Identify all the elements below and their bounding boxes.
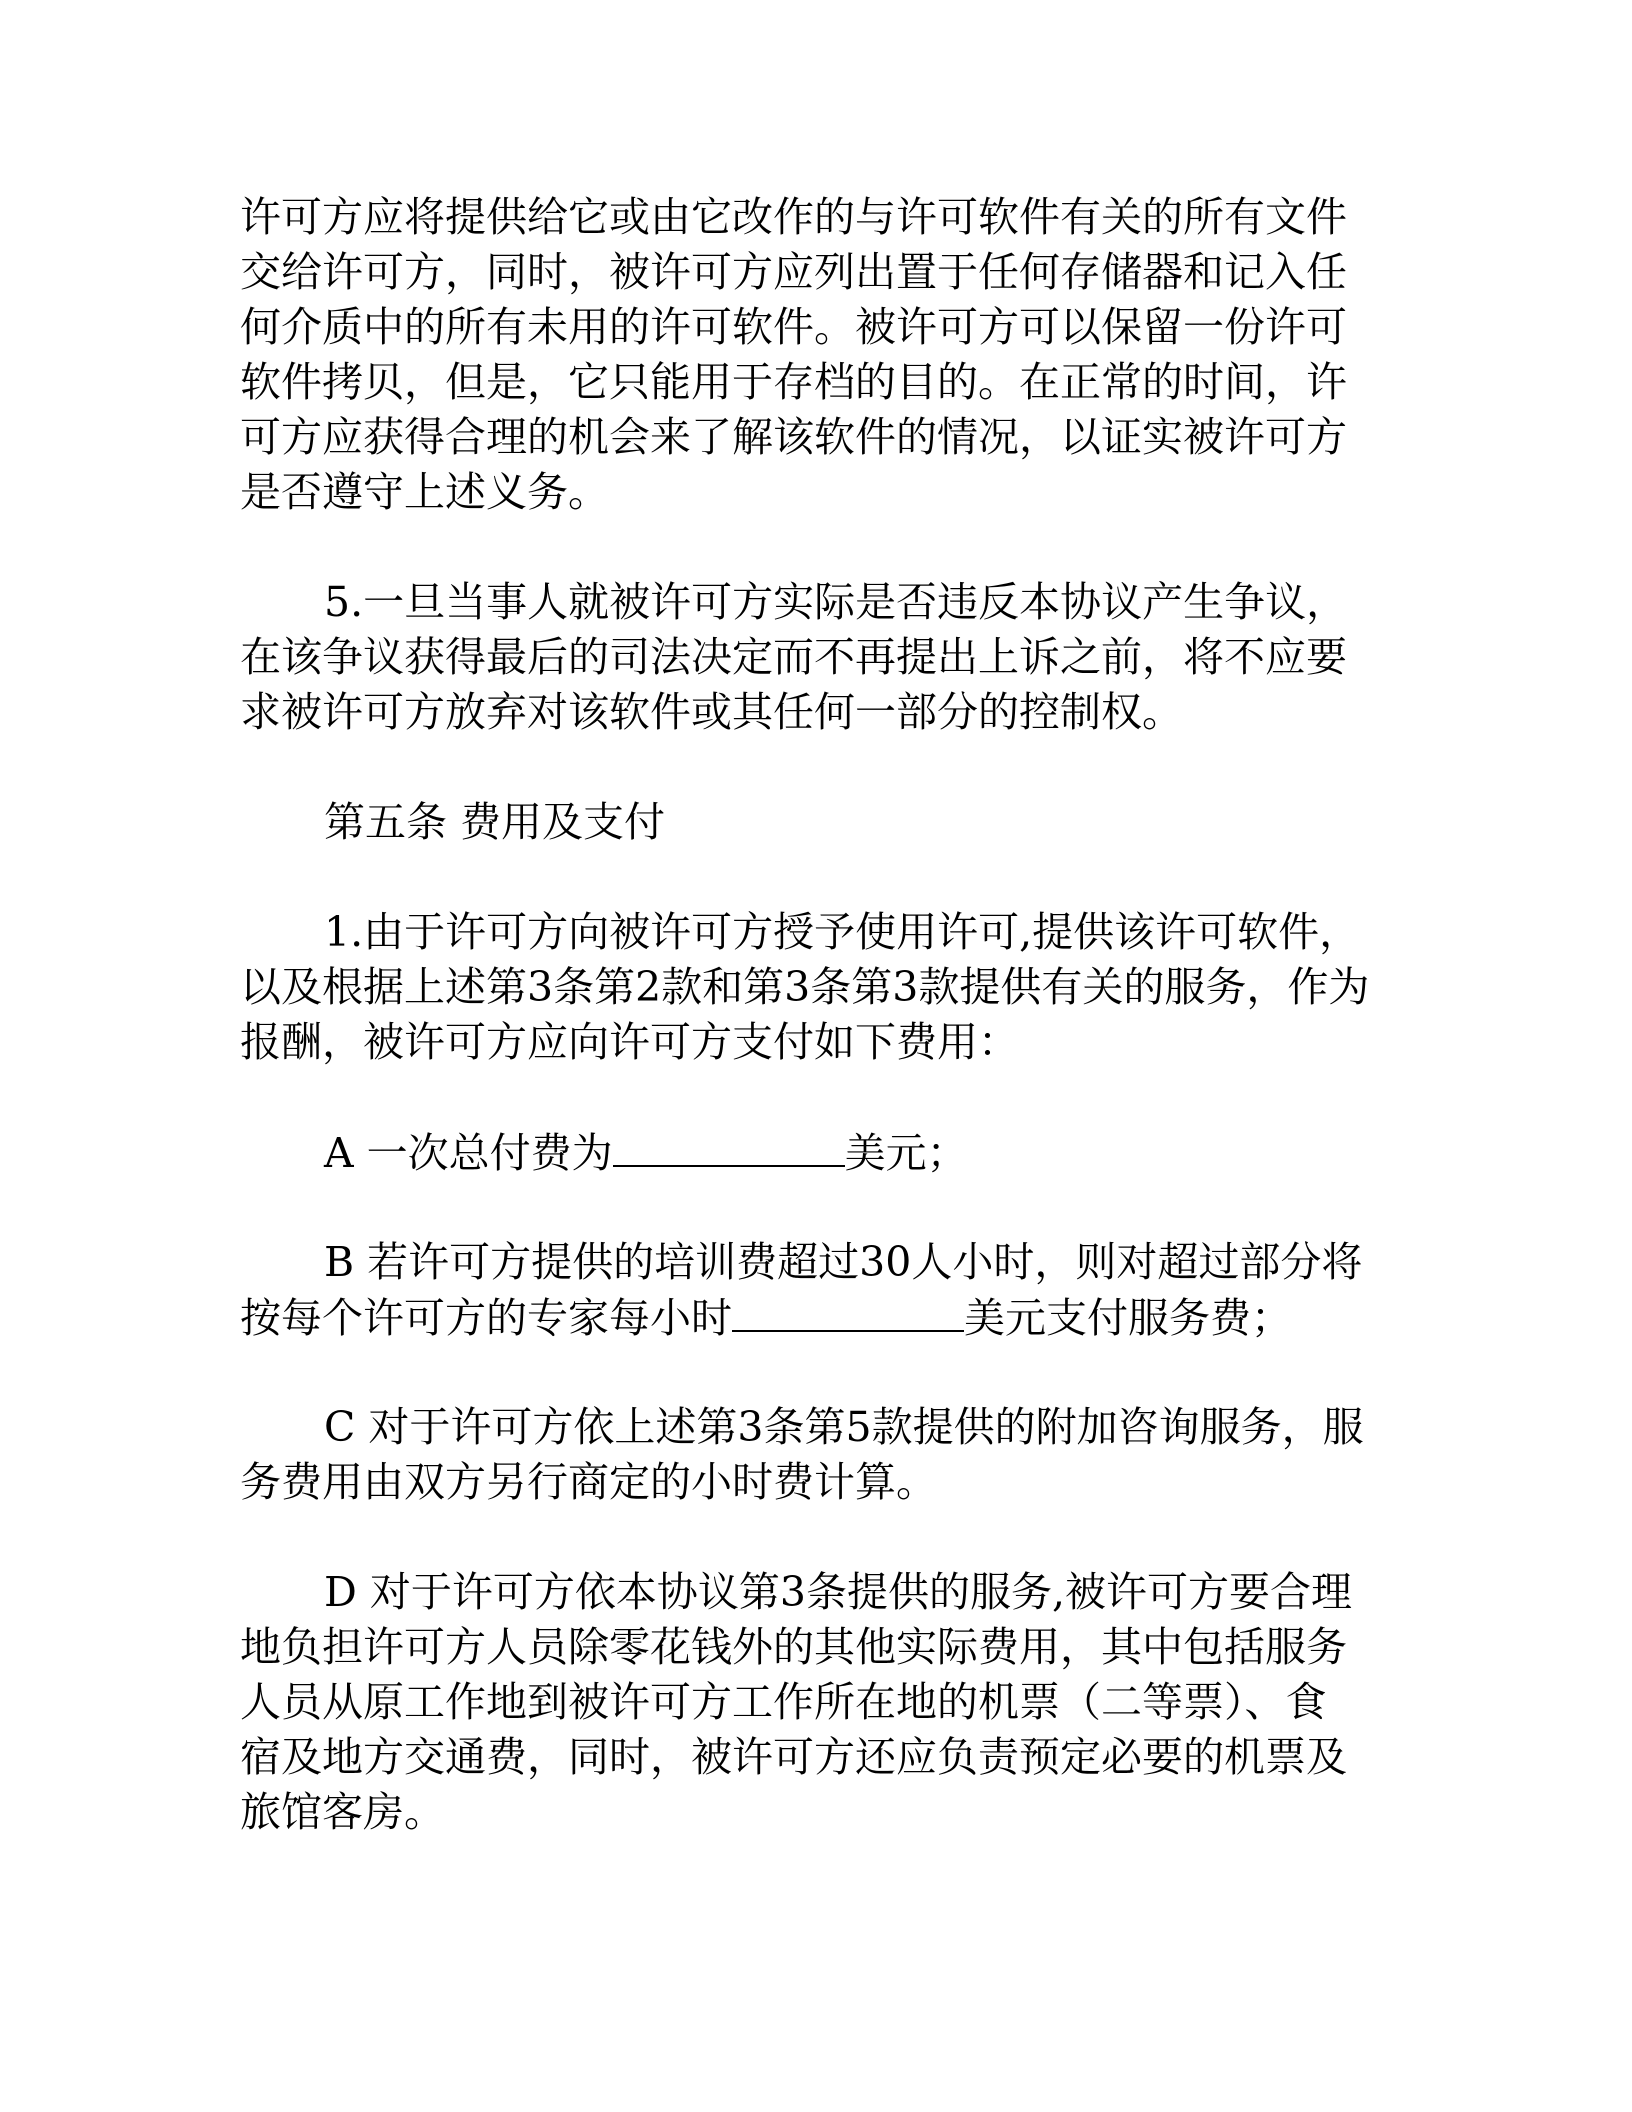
paragraph-gap (240, 520, 1400, 575)
item-a-unit: 美元； (844, 1129, 968, 1177)
text-line: C 对于许可方依上述第3条第5款提供的附加咨询服务，服 (324, 1403, 1364, 1451)
paragraph-gap (240, 1070, 1400, 1125)
paragraph-gap (240, 1345, 1400, 1400)
text-line: 软件拷贝，但是，它只能用于存档的目的。在正常的时间，许 (240, 358, 1347, 406)
text-line: 许可方应将提供给它或由它改作的与许可软件有关的所有文件 (240, 193, 1347, 241)
document-page (240, 190, 1400, 1840)
item-a (240, 1125, 1400, 1180)
text-line: 可方应获得合理的机会来了解该软件的情况，以证实被许可方 (240, 413, 1347, 461)
section-heading (240, 795, 1400, 850)
paragraph-gap (240, 1510, 1400, 1565)
text-line: 旅馆客房。 (240, 1788, 445, 1836)
item-b (240, 1235, 1400, 1345)
text-line: 在该争议获得最后的司法决定而不再提出上诉之前，将不应要 (240, 633, 1347, 681)
paragraph-obligations (240, 190, 1400, 520)
text-line: 务费用由双方另行商定的小时费计算。 (240, 1458, 937, 1506)
paragraph-fees (240, 905, 1400, 1070)
item-c (240, 1400, 1400, 1510)
text-line: 5.一旦当事人就被许可方实际是否违反本协议产生争议， (324, 578, 1348, 626)
text-line: 宿及地方交通费，同时，被许可方还应负责预定必要的机票及 (240, 1733, 1347, 1781)
section-title: 第五条 费用及支付 (324, 798, 666, 846)
text-line: B 若许可方提供的培训费超过30人小时，则对超过部分将 (324, 1238, 1363, 1286)
text-line: 是否遵守上述义务。 (240, 468, 609, 516)
text-line: 1.由于许可方向被许可方授予使用许可,提供该许可软件， (324, 908, 1361, 956)
fill-in-blank-lump-sum[interactable] (613, 1125, 845, 1167)
text-line (240, 1125, 1400, 1180)
text-line: 人员从原工作地到被许可方工作所在地的机票（二等票）、食 (240, 1678, 1327, 1726)
text-line: 以及根据上述第3条第2款和第3条第3款提供有关的服务，作为 (240, 963, 1370, 1011)
text-line: 报酬，被许可方应向许可方支付如下费用： (240, 1018, 1019, 1066)
paragraph-gap (240, 740, 1400, 795)
text-line: 何介质中的所有未用的许可软件。被许可方可以保留一份许可 (240, 303, 1347, 351)
item-b-unit: 美元支付服务费； (964, 1294, 1292, 1342)
text-line: 交给许可方，同时，被许可方应列出置于任何存储器和记入任 (240, 248, 1347, 296)
text-line: 地负担许可方人员除零花钱外的其他实际费用，其中包括服务 (240, 1623, 1347, 1671)
paragraph-gap (240, 1180, 1400, 1235)
item-a-text: A 一次总付费为 (324, 1129, 613, 1177)
text-line (240, 1290, 1400, 1345)
text-line: 求被许可方放弃对该软件或其任何一部分的控制权。 (240, 688, 1183, 736)
text-line: D 对于许可方依本协议第3条提供的服务,被许可方要合理 (324, 1568, 1353, 1616)
fill-in-blank-hourly-rate[interactable] (732, 1290, 964, 1332)
paragraph-dispute (240, 575, 1400, 740)
paragraph-gap (240, 850, 1400, 905)
item-b-text: 按每个许可方的专家每小时 (240, 1294, 732, 1342)
item-d (240, 1565, 1400, 1840)
